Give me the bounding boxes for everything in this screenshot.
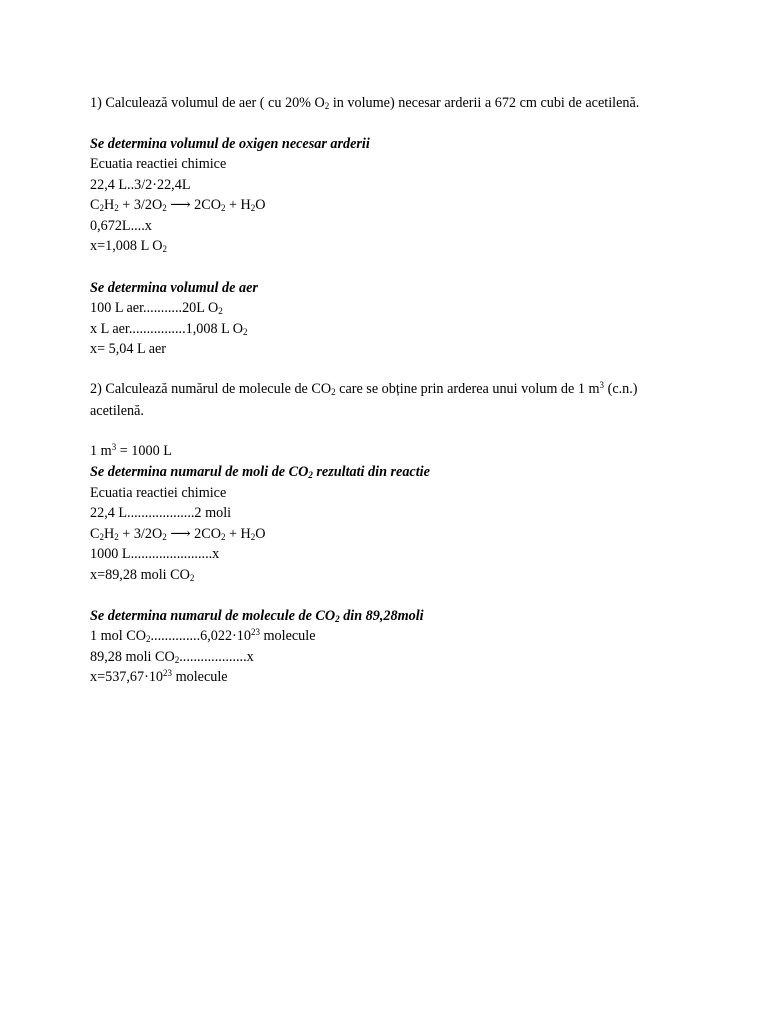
stoichiometry-line: 22,4 L...................2 moli bbox=[90, 505, 232, 521]
given-line: 0,672L....x bbox=[90, 218, 152, 234]
text: + H bbox=[225, 526, 251, 542]
unit-conversion bbox=[90, 442, 172, 460]
given-line: 1000 L.......................x bbox=[90, 546, 220, 562]
text: Se determina numarul de moli de CO bbox=[90, 464, 309, 480]
result-line bbox=[90, 566, 194, 584]
text: ⟶ 2CO bbox=[166, 526, 221, 542]
subscript: 2 bbox=[331, 387, 336, 397]
proportion-line bbox=[90, 627, 316, 645]
text: ⟶ 2CO bbox=[166, 197, 221, 213]
superscript: 23 bbox=[250, 627, 260, 637]
subscript: 2 bbox=[174, 655, 180, 665]
superscript: 23 bbox=[163, 668, 173, 678]
text: H bbox=[103, 197, 115, 213]
text: molecule bbox=[172, 669, 228, 685]
text: ..............6,022·10 bbox=[150, 628, 251, 644]
text: in volume) necesar arderii a 672 cm cubi de acetilenă. bbox=[329, 95, 640, 111]
text: Se determina numarul de molecule de CO bbox=[90, 608, 336, 624]
chemical-equation bbox=[90, 525, 266, 543]
chemical-equation bbox=[90, 196, 266, 214]
subscript: 2 bbox=[114, 203, 119, 213]
subscript: 2 bbox=[250, 203, 256, 213]
subscript: 2 bbox=[114, 532, 119, 542]
subscript: 2 bbox=[324, 101, 330, 111]
subscript: 2 bbox=[220, 532, 226, 542]
proportion-line bbox=[90, 648, 254, 666]
text: C bbox=[90, 526, 100, 542]
proportion-line bbox=[90, 299, 223, 317]
subscript: 2 bbox=[99, 203, 104, 213]
reaction-label: Ecuatia reactiei chimice bbox=[90, 156, 227, 172]
text: H bbox=[103, 526, 115, 542]
text: O bbox=[255, 197, 266, 213]
text: molecule bbox=[259, 628, 316, 644]
text: care se obține prin arderea unui volum de 1 m bbox=[335, 381, 600, 397]
result-line: x= 5,04 L aer bbox=[90, 341, 167, 357]
subscript: 2 bbox=[218, 306, 223, 316]
problem2-question-cont: acetilenă. bbox=[90, 403, 144, 419]
proportion-line bbox=[90, 320, 248, 338]
problem1-step2-title: Se determina volumul de aer bbox=[90, 280, 258, 296]
text: 2) Calculează numărul de molecule de CO bbox=[90, 381, 332, 397]
text: + 3/2O bbox=[118, 526, 163, 542]
text: = 1000 L bbox=[116, 443, 172, 459]
text: + 3/2O bbox=[118, 197, 163, 213]
text: C bbox=[90, 197, 100, 213]
stoichiometry-line: 22,4 L..3/2·22,4L bbox=[90, 177, 191, 193]
text: 1) Calculează volumul de aer ( cu 20% O bbox=[90, 95, 325, 111]
problem2-step2-title bbox=[90, 607, 424, 625]
text: ...................x bbox=[179, 649, 254, 665]
superscript: 3 bbox=[599, 380, 605, 390]
text: x=1,008 L O bbox=[90, 238, 163, 254]
text: din 89,28moli bbox=[339, 608, 424, 624]
text: 1 mol CO bbox=[90, 628, 146, 644]
text: 89,28 moli CO bbox=[90, 649, 175, 665]
text: O bbox=[255, 526, 266, 542]
problem2-step1-title bbox=[90, 463, 430, 481]
subscript: 2 bbox=[162, 244, 167, 254]
subscript: 2 bbox=[243, 327, 248, 337]
text: x L aer................1,008 L O bbox=[90, 321, 244, 337]
text: + H bbox=[225, 197, 251, 213]
text: x=537,67·10 bbox=[90, 669, 164, 685]
subscript: 2 bbox=[162, 203, 167, 213]
subscript: 2 bbox=[308, 470, 313, 480]
subscript: 2 bbox=[189, 573, 195, 583]
subscript: 2 bbox=[162, 532, 167, 542]
problem1-step1-title: Se determina volumul de oxigen necesar arderii bbox=[90, 136, 370, 152]
text: (c.n.) bbox=[604, 381, 638, 397]
result-line bbox=[90, 668, 228, 686]
problem1-question bbox=[90, 94, 639, 112]
text: rezultati din reactie bbox=[312, 464, 430, 480]
reaction-label: Ecuatia reactiei chimice bbox=[90, 485, 227, 501]
subscript: 2 bbox=[335, 614, 340, 624]
subscript: 2 bbox=[145, 634, 151, 644]
superscript: 3 bbox=[111, 442, 117, 452]
subscript: 2 bbox=[250, 532, 256, 542]
subscript: 2 bbox=[99, 532, 104, 542]
subscript: 2 bbox=[220, 203, 226, 213]
text: x=89,28 moli CO bbox=[90, 567, 190, 583]
text: 100 L aer...........20L O bbox=[90, 300, 219, 316]
text: 1 m bbox=[90, 443, 112, 459]
problem2-question bbox=[90, 380, 638, 398]
result-line bbox=[90, 237, 167, 255]
